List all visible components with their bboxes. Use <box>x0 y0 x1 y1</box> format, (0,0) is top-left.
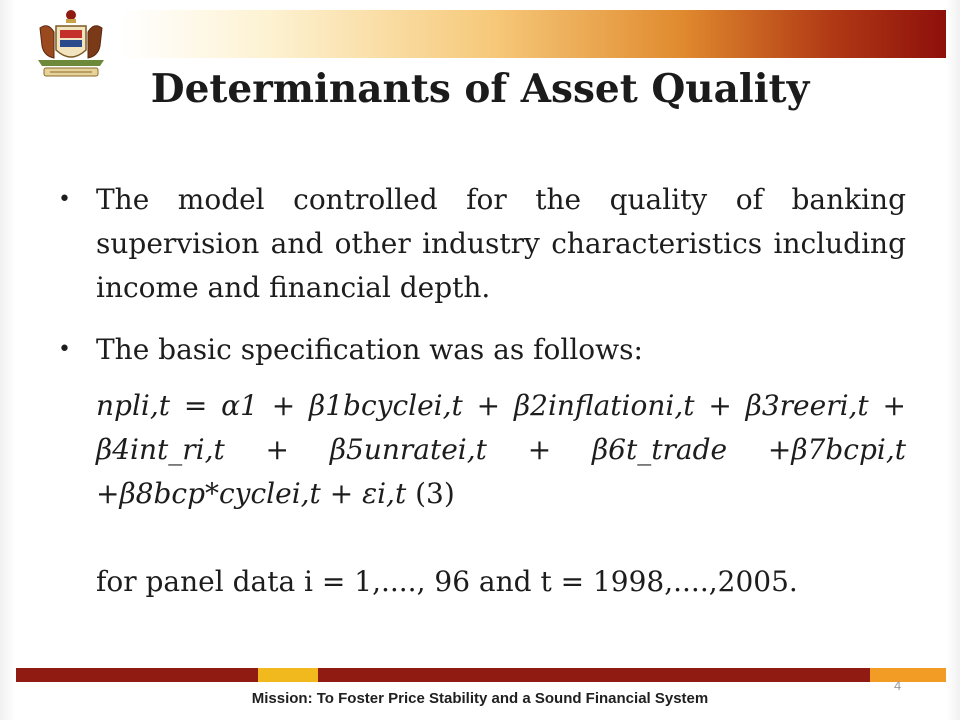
header-gradient-banner <box>120 10 946 58</box>
footer-bar-segment <box>16 668 258 682</box>
bullet-dot-icon: • <box>58 337 71 362</box>
slide-content <box>56 178 906 604</box>
bullet-item <box>56 328 906 372</box>
bullet-dot-icon: • <box>58 187 71 212</box>
equation-number: (3) <box>415 477 455 510</box>
panel-data-note: for panel data i = 1,...., 96 and t = 1998,....,2005. <box>96 565 798 598</box>
regression-formula <box>56 384 906 516</box>
footer-bar-segment <box>318 668 870 682</box>
bullet-item <box>56 178 906 310</box>
footer-bar-segment <box>870 668 946 682</box>
bullet-text: The model controlled for the quality of banking supervision and other industry characteristics including income and financial depth. <box>96 183 906 304</box>
footer-bar-segment <box>258 668 318 682</box>
mission-statement: Mission: To Foster Price Stability and a Sound Financial System <box>251 690 709 707</box>
formula-text: npli,t = α1 + β1bcyclei,t + β2inflationi,t + β3reeri,t + β4int_ri,t + β5unratei,t + β6t_trade +β7bcpi,t +β8bcp*cyclei,t + εi,t <box>96 389 906 510</box>
page-number: 4 <box>894 678 902 693</box>
bullet-text: The basic specification was as follows: <box>96 333 643 366</box>
footer-color-bar <box>16 668 946 682</box>
slide-title: Determinants of Asset Quality <box>150 66 810 112</box>
